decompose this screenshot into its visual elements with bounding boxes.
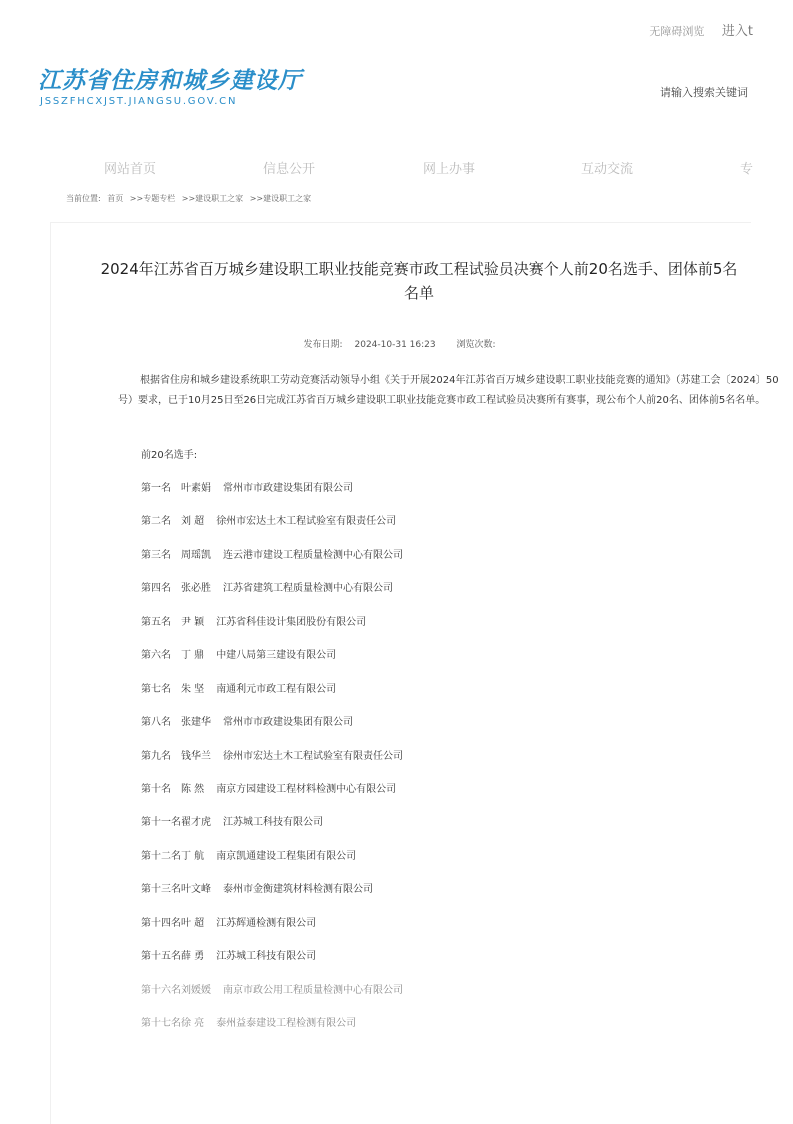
search-input[interactable]: 请输入搜索关键词 — [660, 86, 748, 99]
rank-position: 第六名 — [141, 650, 171, 662]
company-name: 常州市市政建设集团有限公司 — [223, 483, 353, 494]
participant-name: 翟才虎 — [181, 817, 211, 829]
rank-row — [141, 680, 403, 713]
company-name: 江苏辉通检测有限公司 — [216, 917, 317, 929]
company-name: 连云港市建设工程质量检测中心有限公司 — [223, 549, 403, 561]
rank-row — [141, 947, 403, 980]
nav-item-info-public[interactable]: 信息公开 — [263, 162, 316, 177]
rank-list — [141, 479, 403, 1047]
rank-row — [141, 880, 403, 913]
participant-name: 刘媛媛 — [181, 984, 211, 996]
article-intro: 根据省住房和城乡建设系统职工劳动竞赛活动领导小组《关于开展2024年江苏省百万城乡建设职工职业技能竞赛的通知》（苏建工会〔2024〕50号）要求，已于10月25日至26日完成江苏省百万城乡建设职工职业技能竞赛市政工程试验员决赛所有赛事，现公布个人前20名、团体前5名名单。 — [118, 375, 779, 406]
site-logo-title[interactable]: 江苏省住房和城乡建设厅 — [38, 68, 302, 94]
company-name: 泰州市金衡建筑材料检测有限公司 — [223, 884, 373, 896]
publish-date: 2024-10-31 16:23 — [354, 340, 436, 350]
top-links — [635, 20, 753, 39]
nav-item-interaction[interactable]: 互动交流 — [581, 162, 634, 177]
participant-name: 叶素娟 — [181, 483, 211, 494]
company-name: 江苏城工科技有限公司 — [223, 817, 323, 829]
participant-name: 丁 航 — [181, 850, 205, 862]
company-name: 江苏省建筑工程质量检测中心有限公司 — [223, 583, 393, 595]
participant-name: 刘 超 — [181, 516, 205, 528]
rank-row — [141, 579, 403, 612]
accessible-browse-link[interactable]: 无障碍浏览 — [649, 25, 705, 38]
list-heading: 前20名选手: — [141, 450, 198, 461]
breadcrumb — [66, 193, 315, 204]
participant-name: 钱华兰 — [181, 750, 211, 762]
rank-row — [141, 713, 403, 746]
company-name: 徐州市宏达土木工程试验室有限责任公司 — [216, 516, 397, 528]
company-name: 南京市政公用工程质量检测中心有限公司 — [223, 984, 403, 996]
view-count-label: 浏览次数: — [456, 340, 496, 350]
rank-position: 第五名 — [141, 616, 171, 628]
participant-name: 徐 亮 — [181, 1018, 205, 1029]
rank-row — [141, 747, 403, 780]
nav-item-home[interactable]: 网站首页 — [104, 162, 157, 177]
rank-row — [141, 914, 403, 947]
rank-position: 第二名 — [141, 516, 171, 528]
participant-name: 周瑶凯 — [181, 549, 211, 561]
breadcrumb-item[interactable]: 首页 — [107, 194, 124, 203]
breadcrumb-label: 当前位置: — [66, 194, 101, 203]
participant-name: 张必胜 — [181, 583, 211, 595]
nav-item-special[interactable]: 专 — [740, 162, 754, 177]
company-name: 江苏城工科技有限公司 — [216, 951, 317, 963]
rank-row — [141, 479, 403, 512]
rank-position: 第十五名 — [141, 951, 181, 963]
company-name: 江苏省科佳设计集团股份有限公司 — [216, 616, 367, 628]
breadcrumb-item[interactable]: >>专题专栏 — [129, 194, 176, 203]
rank-position: 第七名 — [141, 683, 171, 695]
rank-row — [141, 780, 403, 813]
participant-name: 薛 勇 — [181, 951, 205, 963]
company-name: 南通利元市政工程有限公司 — [216, 683, 337, 695]
rank-row — [141, 813, 403, 846]
participant-name: 张建华 — [181, 717, 211, 729]
rank-row — [141, 613, 403, 646]
rank-row — [141, 512, 403, 545]
rank-position: 第十三名 — [141, 884, 181, 896]
participant-name: 叶 超 — [181, 917, 205, 929]
rank-position: 第十四名 — [141, 917, 181, 929]
company-name: 南京凯通建设工程集团有限公司 — [216, 850, 357, 862]
participant-name: 朱 坚 — [181, 683, 205, 695]
enter-link[interactable]: 进入t — [721, 24, 753, 39]
nav-item-online-service[interactable]: 网上办事 — [423, 162, 476, 177]
article-meta — [0, 337, 793, 350]
participant-name: 丁 鼎 — [181, 650, 205, 662]
site-logo-domain: JSSZFHCXJST.JIANGSU.GOV.CN — [40, 96, 238, 107]
company-name: 常州市市政建设集团有限公司 — [223, 717, 353, 729]
rank-row — [141, 546, 403, 579]
rank-position: 第八名 — [141, 717, 171, 729]
rank-position: 第四名 — [141, 583, 171, 595]
rank-position: 第十一名 — [141, 817, 181, 829]
participant-name: 陈 然 — [181, 783, 205, 795]
rank-position: 第一名 — [141, 483, 171, 494]
rank-position: 第十名 — [141, 783, 171, 795]
breadcrumb-item[interactable]: >>建设职工之家 — [181, 194, 244, 203]
rank-row — [141, 847, 403, 880]
article-title: 2024年江苏省百万城乡建设职工职业技能竞赛市政工程试验员决赛个人前20名选手、团体前5名名单 — [100, 260, 738, 302]
company-name: 中建八局第三建设有限公司 — [216, 650, 337, 662]
rank-row — [141, 981, 403, 1014]
rank-row — [141, 646, 403, 679]
main-nav — [0, 158, 793, 178]
company-name: 泰州益泰建设工程检测有限公司 — [216, 1018, 357, 1029]
company-name: 南京方园建设工程材料检测中心有限公司 — [216, 783, 397, 795]
participant-name: 尹 颖 — [181, 616, 205, 628]
rank-position: 第三名 — [141, 549, 171, 561]
publish-date-label: 发布日期: — [303, 340, 343, 350]
breadcrumb-item[interactable]: >>建设职工之家 — [249, 194, 312, 203]
rank-position: 第十七名 — [141, 1018, 181, 1029]
participant-name: 叶文峰 — [181, 884, 211, 896]
rank-position: 第九名 — [141, 750, 171, 762]
rank-position: 第十二名 — [141, 850, 181, 862]
rank-row — [141, 1014, 403, 1047]
company-name: 徐州市宏达土木工程试验室有限责任公司 — [223, 750, 403, 762]
rank-position: 第十六名 — [141, 984, 181, 996]
